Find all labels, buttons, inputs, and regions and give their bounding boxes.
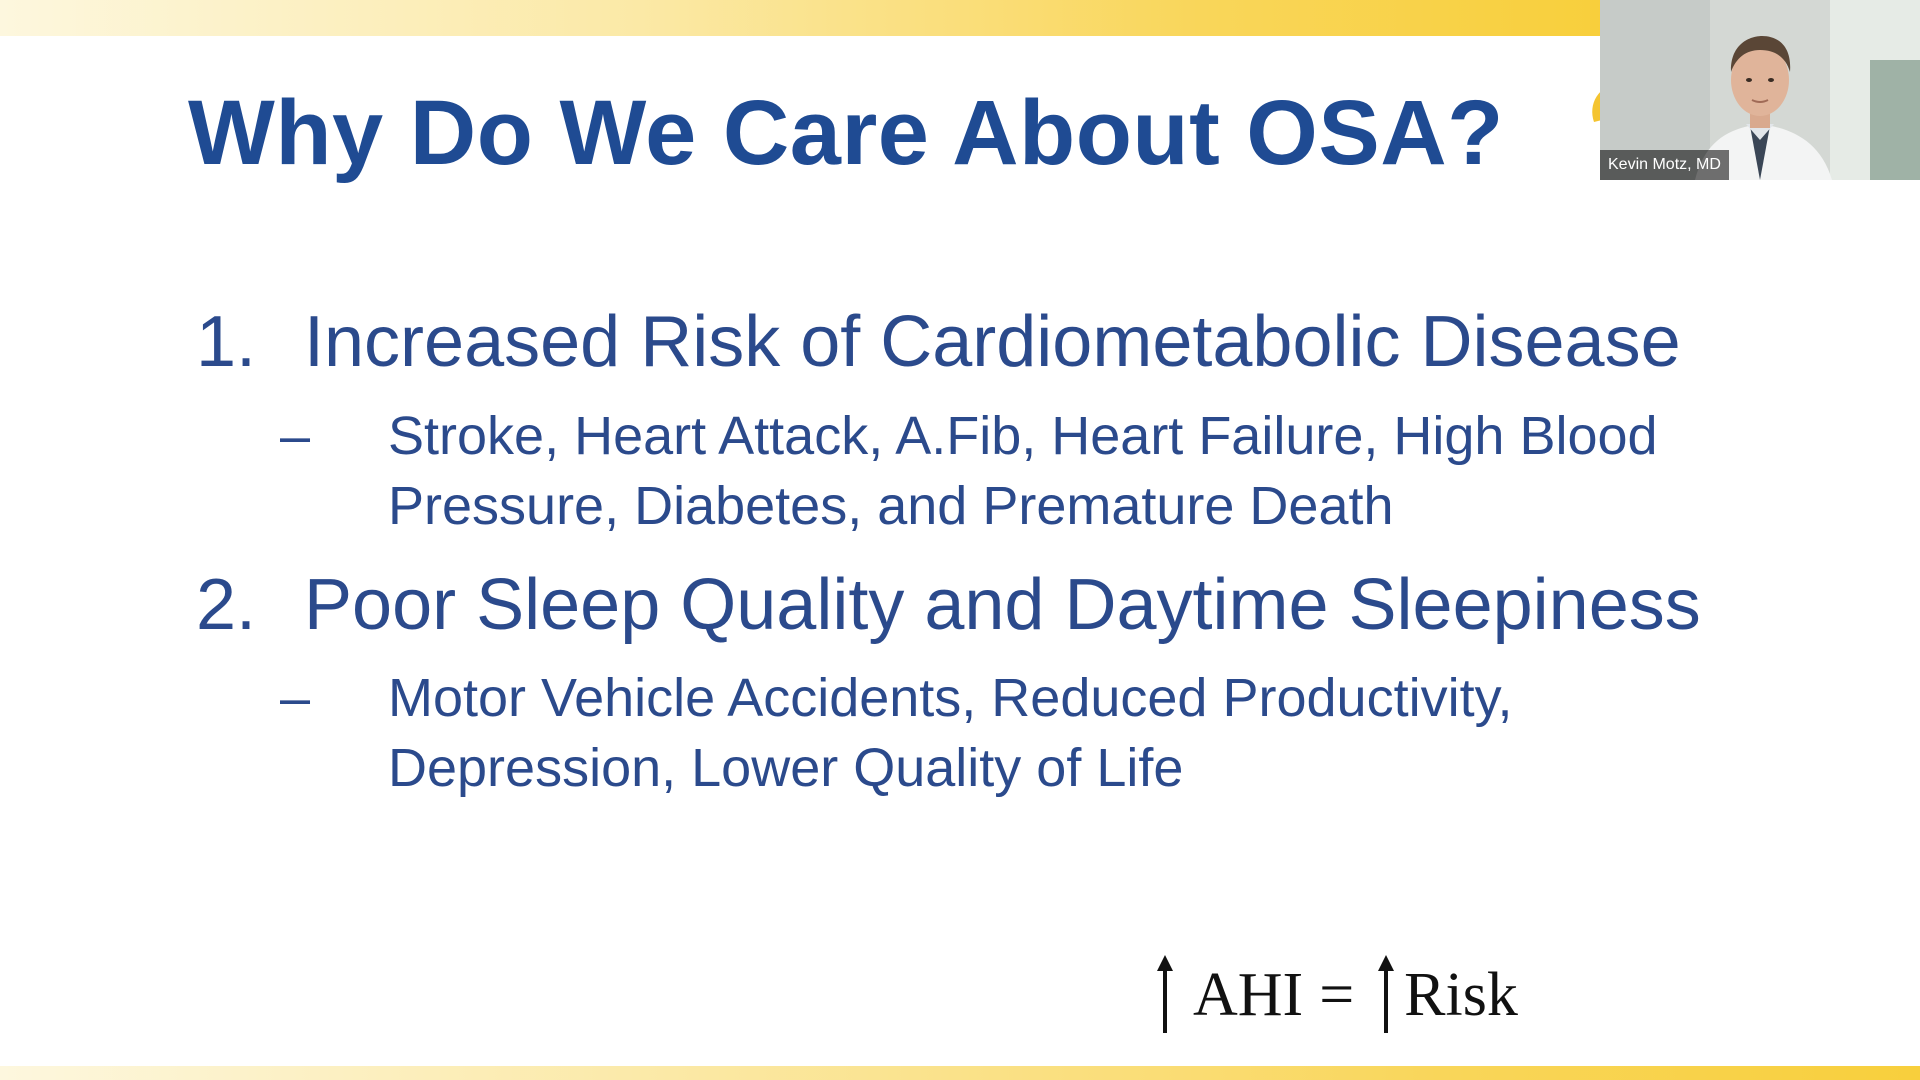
up-arrow-icon bbox=[1376, 955, 1396, 1035]
formula-ahi-label: AHI bbox=[1193, 960, 1304, 1029]
top-accent-band bbox=[0, 0, 1600, 36]
sub-bullet-text: Motor Vehicle Accidents, Reduced Productivity, Depression, Lower Quality of Life bbox=[388, 668, 1513, 798]
list-item-number: 2. bbox=[196, 565, 257, 645]
list-item-number: 1. bbox=[196, 302, 257, 382]
list-item-heading: Poor Sleep Quality and Daytime Sleepiness bbox=[304, 565, 1701, 645]
formula-risk-label: Risk bbox=[1404, 960, 1518, 1029]
list-item-heading: Increased Risk of Cardiometabolic Disease bbox=[304, 302, 1681, 382]
ahi-risk-formula bbox=[1155, 955, 1518, 1035]
sub-bullet-dash: – bbox=[280, 668, 311, 728]
sub-bullet-dash: – bbox=[280, 406, 311, 466]
sub-bullet-text: Stroke, Heart Attack, A.Fib, Heart Failure, High Blood Pressure, Diabetes, and Premature Death bbox=[388, 406, 1658, 536]
up-arrow-icon bbox=[1155, 955, 1175, 1035]
webcam-thumbnail[interactable] bbox=[1600, 0, 1920, 180]
formula-equals-sign: = bbox=[1319, 960, 1355, 1029]
slide-title: Why Do We Care About OSA? bbox=[188, 82, 1504, 184]
bottom-accent-band bbox=[0, 1066, 1920, 1080]
participant-name-label: Kevin Motz, MD bbox=[1600, 150, 1729, 180]
